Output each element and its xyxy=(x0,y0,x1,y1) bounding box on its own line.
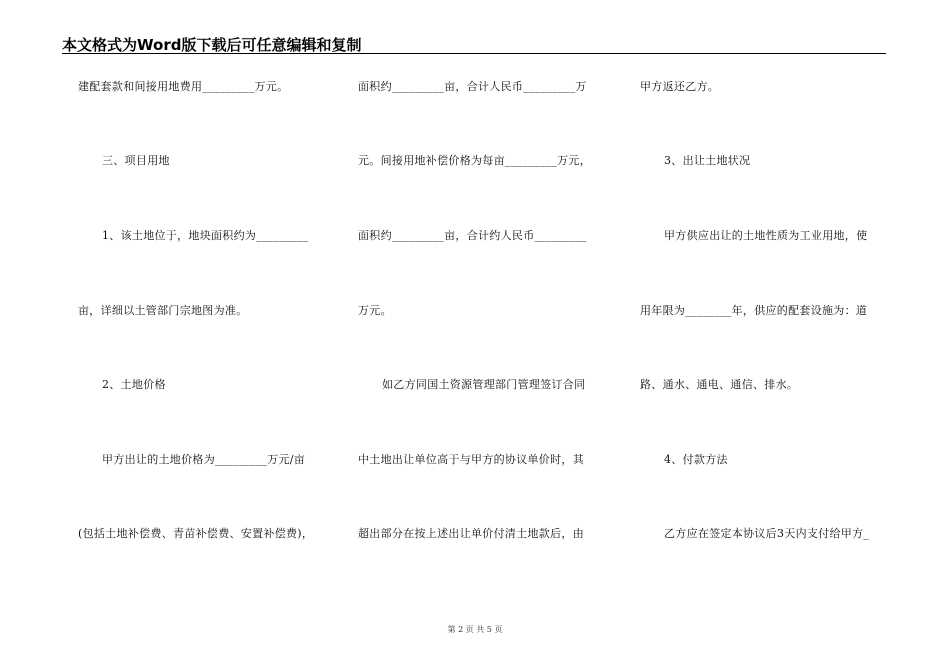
paragraph-line: (包括土地补偿费、青苗补偿费、安置补偿费)， xyxy=(78,527,314,540)
paragraph-line: 超出部分在按上述出让单价付清土地款后，由 xyxy=(358,527,584,540)
section-heading: 3、出让土地状况 xyxy=(664,154,751,167)
paragraph-line: 甲方出让的土地价格为_________万元/亩 xyxy=(102,453,306,466)
paragraph-line: 元。间接用地补偿价格为每亩_________万元， xyxy=(358,154,591,167)
paragraph-line: 建配套款和间接用地费用_________万元。 xyxy=(78,80,289,93)
paragraph-line: 路、通水、通电、通信、排水。 xyxy=(640,378,799,391)
section-heading: 2、土地价格 xyxy=(102,378,166,391)
paragraph-line: 如乙方同国土资源管理部门管理签订合同 xyxy=(382,378,586,391)
paragraph-line: 面积约_________亩，合计人民币_________万 xyxy=(358,80,587,93)
page-number: 第 2 页 共 5 页 xyxy=(447,625,503,634)
paragraph-line: 甲方供应出让的土地性质为工业用地，使 xyxy=(664,229,868,242)
paragraph-line: 亩，详细以土管部门宗地图为准。 xyxy=(78,304,248,317)
header-divider xyxy=(62,53,886,54)
paragraph-line: 1、该土地位于，地块面积约为_________ xyxy=(102,229,309,242)
paragraph-line: 中土地出让单位高于与甲方的协议单价时，其 xyxy=(358,453,584,466)
paragraph-line: 用年限为________年，供应的配套设施为：道 xyxy=(640,304,868,317)
paragraph-line: 万元。 xyxy=(358,304,392,317)
paragraph-line: 甲方返还乙方。 xyxy=(640,80,720,93)
paragraph-line: 面积约_________亩，合计约人民币_________ xyxy=(358,229,587,242)
document-header-title: 本文格式为Word版下载后可任意编辑和复制 xyxy=(62,36,362,54)
section-heading: 4、付款方法 xyxy=(664,453,728,466)
paragraph-line: 乙方应在签定本协议后3天内支付给甲方_ xyxy=(664,527,870,540)
section-heading: 三、项目用地 xyxy=(102,154,170,167)
